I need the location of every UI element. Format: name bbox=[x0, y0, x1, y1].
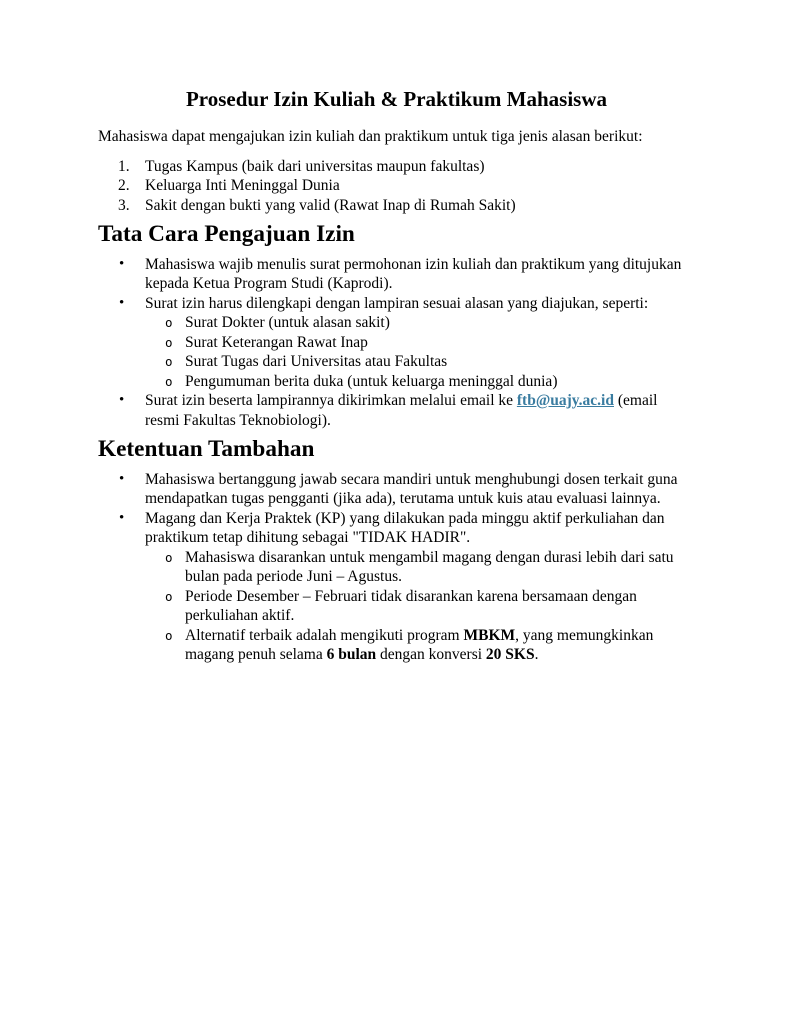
list-item bbox=[165, 548, 695, 587]
circle-marker: o bbox=[165, 373, 173, 389]
number-marker: 2. bbox=[118, 177, 130, 194]
text-run: Surat Keterangan Rawat Inap bbox=[185, 333, 368, 351]
text-run: Pengumuman berita duka (untuk keluarga meninggal dunia) bbox=[185, 372, 558, 390]
bullet-marker: • bbox=[119, 470, 125, 487]
text-run: Surat izin beserta lampirannya dikirimkan melalui email ke bbox=[145, 392, 517, 409]
text-run: Tugas Kampus (baik dari universitas maupun fakultas) bbox=[145, 157, 485, 175]
list-item-text bbox=[145, 176, 695, 196]
circle-marker: o bbox=[165, 334, 173, 350]
text-run: Alternatif terbaik adalah mengikuti program bbox=[185, 626, 464, 644]
list-item bbox=[118, 196, 695, 216]
text-run: Sakit dengan bukti yang valid (Rawat Inap di Rumah Sakit) bbox=[145, 196, 516, 214]
circle-marker: o bbox=[165, 627, 173, 643]
list-item bbox=[119, 509, 695, 548]
text-run: (email resmi Fakultas Teknobiologi). bbox=[145, 392, 658, 429]
list-item bbox=[165, 352, 695, 372]
text-run: Surat Tugas dari Universitas atau Fakultas bbox=[185, 353, 448, 370]
list-item bbox=[118, 176, 695, 196]
list-item bbox=[119, 294, 695, 314]
list-item bbox=[165, 626, 695, 665]
list-item-text bbox=[185, 352, 695, 372]
list-item-text bbox=[145, 196, 695, 216]
list-item-text bbox=[185, 313, 695, 333]
list-item-text bbox=[145, 255, 695, 294]
list-item bbox=[165, 313, 695, 333]
text-run: Periode Desember – Februari tidak disarankan karena bersamaan dengan perkuliahan aktif. bbox=[185, 587, 637, 624]
list-item bbox=[165, 372, 695, 392]
circle-marker: o bbox=[165, 549, 173, 565]
text-run: 6 bulan bbox=[326, 646, 377, 663]
section-heading-ketentuan-tambahan: Ketentuan Tambahan bbox=[98, 436, 315, 462]
list-item-text bbox=[145, 470, 695, 509]
text-run: . bbox=[534, 646, 539, 663]
circle-marker: o bbox=[165, 354, 173, 369]
sub-list bbox=[119, 313, 695, 391]
number-marker: 1. bbox=[118, 157, 130, 175]
text-run: Mahasiswa bertanggung jawab secara mandiri untuk menghubungi dosen terkait guna mendapatkan tugas pengganti (jika ada), terutama untuk kuis atau evaluasi lainnya. bbox=[145, 470, 678, 507]
section-heading-tata-cara: Tata Cara Pengajuan Izin bbox=[98, 221, 355, 247]
text-run: MBKM bbox=[463, 626, 516, 644]
list-item-text bbox=[185, 587, 695, 626]
intro-paragraph: Mahasiswa dapat mengajukan izin kuliah dan praktikum untuk tiga jenis alasan berikut: bbox=[98, 128, 643, 145]
ketentuan-tambahan-list bbox=[98, 470, 695, 665]
bullet-marker: • bbox=[119, 509, 125, 526]
text-run: Mahasiswa disarankan untuk mengambil magang dengan durasi lebih dari satu bulan pada periode Juni – Agustus. bbox=[185, 548, 674, 585]
list-item bbox=[165, 587, 695, 626]
list-item-text bbox=[145, 391, 695, 430]
list-item-text bbox=[185, 372, 695, 392]
text-run: Surat Dokter (untuk alasan sakit) bbox=[185, 314, 390, 331]
text-run: Mahasiswa wajib menulis surat permohonan izin kuliah dan praktikum yang ditujukan kepada Ketua Program Studi (Kaprodi). bbox=[145, 255, 682, 292]
page-title: Prosedur Izin Kuliah & Praktikum Mahasiswa bbox=[185, 87, 608, 111]
list-item-text bbox=[185, 548, 695, 587]
text-run: Surat izin harus dilengkapi dengan lampiran sesuai alasan yang diajukan, seperti: bbox=[145, 294, 649, 312]
list-item bbox=[165, 333, 695, 353]
list-item-text bbox=[145, 157, 695, 177]
bullet-marker: • bbox=[119, 255, 125, 272]
list-item-text bbox=[145, 294, 695, 314]
text-run: , yang memungkinkan magang penuh selama bbox=[185, 626, 654, 663]
text-run: dengan konversi bbox=[376, 646, 486, 663]
text-run: Keluarga Inti Meninggal Dunia bbox=[145, 177, 340, 194]
list-item bbox=[119, 391, 695, 430]
tata-cara-list bbox=[98, 255, 695, 431]
list-item bbox=[119, 255, 695, 294]
text-run: Magang dan Kerja Praktek (KP) yang dilakukan pada minggu aktif perkuliahan dan praktikum tetap dihitung sebagai "TIDAK HADIR". bbox=[145, 509, 665, 546]
bullet-marker: • bbox=[119, 294, 125, 311]
number-marker: 3. bbox=[118, 196, 130, 214]
list-item bbox=[119, 470, 695, 509]
circle-marker: o bbox=[165, 588, 173, 604]
list-item-text bbox=[185, 626, 695, 665]
list-item bbox=[118, 157, 695, 177]
list-item-text bbox=[145, 509, 695, 548]
list-item-text bbox=[185, 333, 695, 353]
bullet-marker: • bbox=[119, 392, 125, 408]
reason-list bbox=[98, 157, 695, 216]
circle-marker: o bbox=[165, 315, 173, 330]
email-link[interactable]: ftb@uajy.ac.id bbox=[516, 392, 614, 409]
text-run: 20 SKS bbox=[485, 646, 535, 663]
sub-list bbox=[119, 548, 695, 665]
